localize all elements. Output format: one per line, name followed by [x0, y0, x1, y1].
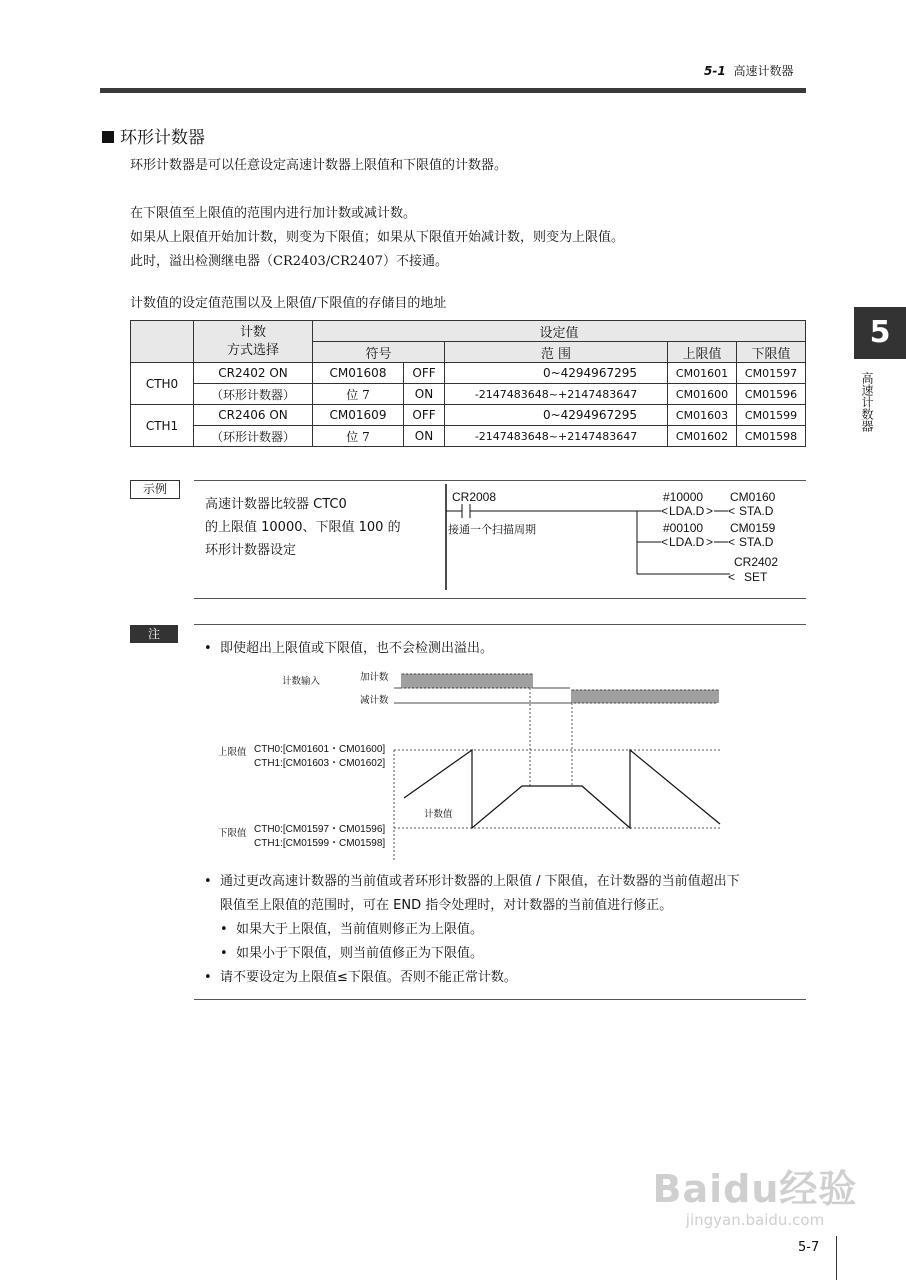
- example-tag: 示例: [130, 480, 180, 499]
- square-bullet-icon: [102, 131, 114, 143]
- instr-1-name: LDA.D: [669, 504, 705, 518]
- count-value-label: 计数值: [424, 809, 453, 820]
- instr-4-name: STA.D: [739, 535, 774, 549]
- row-flag: ON: [404, 426, 445, 447]
- example-description: [205, 493, 401, 562]
- note-subitem: • 如果小于下限值，则当前值修正为下限值。: [220, 942, 808, 966]
- row-name: CTH0: [131, 363, 194, 405]
- lower-cth0: CTH0:[CM01597・CM01596]: [254, 824, 386, 835]
- table-row: [131, 426, 806, 447]
- watermark: [640, 1158, 870, 1229]
- chapter-tab: [854, 307, 906, 359]
- row-symbol-bit: 位 7: [313, 384, 404, 405]
- paragraph: 在下限值至上限值的范围内进行加计数或减计数。: [130, 206, 417, 221]
- row-lower: CM01598: [737, 426, 806, 447]
- row-symbol-bit: 位 7: [313, 426, 404, 447]
- instr-1-bracket-right-icon: >: [706, 504, 714, 518]
- row-symbol: CM01608: [313, 363, 404, 384]
- row-flag: OFF: [404, 363, 445, 384]
- row-flag: ON: [404, 384, 445, 405]
- row-upper: CM01601: [668, 363, 737, 384]
- intro-paragraph: 环形计数器是可以任意设定高速计数器上限值和下限值的计数器。: [130, 158, 508, 173]
- header-lower: 下限值: [737, 342, 806, 363]
- page-number: 5-7: [798, 1240, 820, 1255]
- watermark-url: jingyan.baidu.com: [685, 1211, 825, 1229]
- row-flag: OFF: [404, 405, 445, 426]
- row-name: CTH1: [131, 405, 194, 447]
- section-title: 高速计数器: [733, 64, 794, 78]
- instr-4-operand: CM0159: [730, 521, 776, 535]
- instr-4-bracket-icon: <: [728, 535, 736, 549]
- row-upper: CM01602: [668, 426, 737, 447]
- section-heading-text: 环形计数器: [120, 128, 205, 148]
- row-mode-sub: （环形计数器）: [194, 384, 313, 405]
- note-line: • 通过更改高速计数器的当前值或者环形计数器的上限值 / 下限值，在计数器的当前值超出下: [220, 874, 740, 889]
- table-row: [131, 384, 806, 405]
- instr-1-operand: #10000: [663, 490, 704, 504]
- instr-3-bracket-left-icon: <: [661, 535, 669, 549]
- table-caption: 计数值的设定值范围以及上限值/下限值的存储目的地址: [130, 296, 447, 311]
- up-count-pulses: [394, 674, 570, 688]
- note-item: • 请不要设定为上限值≤下限值。否则不能正常计数。: [204, 966, 808, 990]
- row-range: -2147483648~+2147483647: [445, 384, 668, 405]
- instr-2-name: STA.D: [739, 504, 774, 518]
- footer-rule: [836, 1236, 837, 1280]
- contact-note: 接通一个扫描周期: [448, 523, 536, 536]
- table-row: [131, 363, 806, 384]
- upper-cth1: CTH1:[CM01603・CM01602]: [254, 758, 386, 769]
- instr-2-operand: CM0160: [730, 490, 776, 504]
- chapter-number: 5: [869, 315, 891, 350]
- row-range: -2147483648~+2147483647: [445, 426, 668, 447]
- lower-label: 下限值: [218, 828, 247, 839]
- header-rule: [100, 88, 806, 93]
- header-mode: 方式选择: [226, 342, 279, 358]
- row-lower: CM01596: [737, 384, 806, 405]
- chapter-label: 高速计数器: [860, 372, 874, 432]
- note-list-2: [204, 870, 808, 990]
- header-symbol: 符号: [313, 342, 445, 363]
- settings-table: [130, 320, 806, 447]
- ladder-diagram: [430, 484, 806, 594]
- contact-label: CR2008: [452, 490, 497, 504]
- lower-cth1: CTH1:[CM01599・CM01598]: [254, 838, 386, 849]
- note-bottom-rule: [194, 999, 806, 1000]
- section-number: 5-1: [704, 64, 726, 78]
- note-line: 限值至上限值的范围时，可在 END 指令处理时，对计数器的当前值进行修正。: [220, 898, 673, 913]
- instr-5-name: SET: [744, 570, 768, 584]
- up-count-label: 加计数: [360, 672, 389, 683]
- instr-5-operand: CR2402: [734, 555, 779, 569]
- instr-1-bracket-left-icon: <: [661, 504, 669, 518]
- example-line: 高速计数器比较器 CTC0: [205, 497, 347, 512]
- header-range: 范 围: [445, 342, 668, 363]
- note-tag: 注: [130, 625, 178, 643]
- timing-diagram: [210, 666, 730, 864]
- header-upper: 上限值: [668, 342, 737, 363]
- down-count-label: 减计数: [360, 695, 389, 706]
- section-heading: [102, 123, 205, 148]
- row-mode-sub: （环形计数器）: [194, 426, 313, 447]
- paragraph: 此时，溢出检测继电器（CR2403/CR2407）不接通。: [130, 254, 449, 269]
- note-item: • 即使超出上限值或下限值，也不会检测出溢出。: [204, 637, 493, 661]
- header-count: 计数: [239, 324, 266, 340]
- row-symbol: CM01609: [313, 405, 404, 426]
- example-top-rule: [194, 480, 806, 481]
- instr-3-name: LDA.D: [669, 535, 705, 549]
- down-count-pulses: [394, 690, 718, 703]
- example-line: 环形计数器设定: [205, 543, 297, 558]
- note-top-rule: [194, 624, 806, 625]
- table-row: [131, 405, 806, 426]
- note-subitem: • 如果大于上限值，当前值则修正为上限值。: [220, 918, 808, 942]
- note-list-1: [204, 637, 493, 661]
- row-mode: CR2402 ON: [194, 363, 313, 384]
- row-range: 0~4294967295: [445, 363, 668, 384]
- upper-label: 上限值: [218, 747, 247, 758]
- example-bottom-rule: [194, 598, 806, 599]
- watermark-brand: Baidu经验: [652, 1167, 858, 1211]
- instr-3-bracket-right-icon: >: [706, 535, 714, 549]
- example-line: 的上限值 10000、下限值 100 的: [205, 520, 401, 535]
- row-range: 0~4294967295: [445, 405, 668, 426]
- row-mode: CR2406 ON: [194, 405, 313, 426]
- note-item: [204, 870, 808, 918]
- paragraph: 如果从上限值开始加计数，则变为下限值；如果从下限值开始减计数，则变为上限值。: [130, 230, 625, 245]
- row-lower: CM01599: [737, 405, 806, 426]
- header-setting: 设定值: [313, 321, 806, 342]
- instr-3-operand: #00100: [663, 521, 704, 535]
- running-header: [704, 62, 794, 79]
- instr-5-bracket-icon: <: [728, 570, 736, 584]
- count-input-label: 计数输入: [282, 676, 321, 687]
- row-upper: CM01603: [668, 405, 737, 426]
- row-upper: CM01600: [668, 384, 737, 405]
- row-lower: CM01597: [737, 363, 806, 384]
- instr-2-bracket-icon: <: [728, 504, 736, 518]
- upper-cth0: CTH0:[CM01601・CM01600]: [254, 744, 386, 755]
